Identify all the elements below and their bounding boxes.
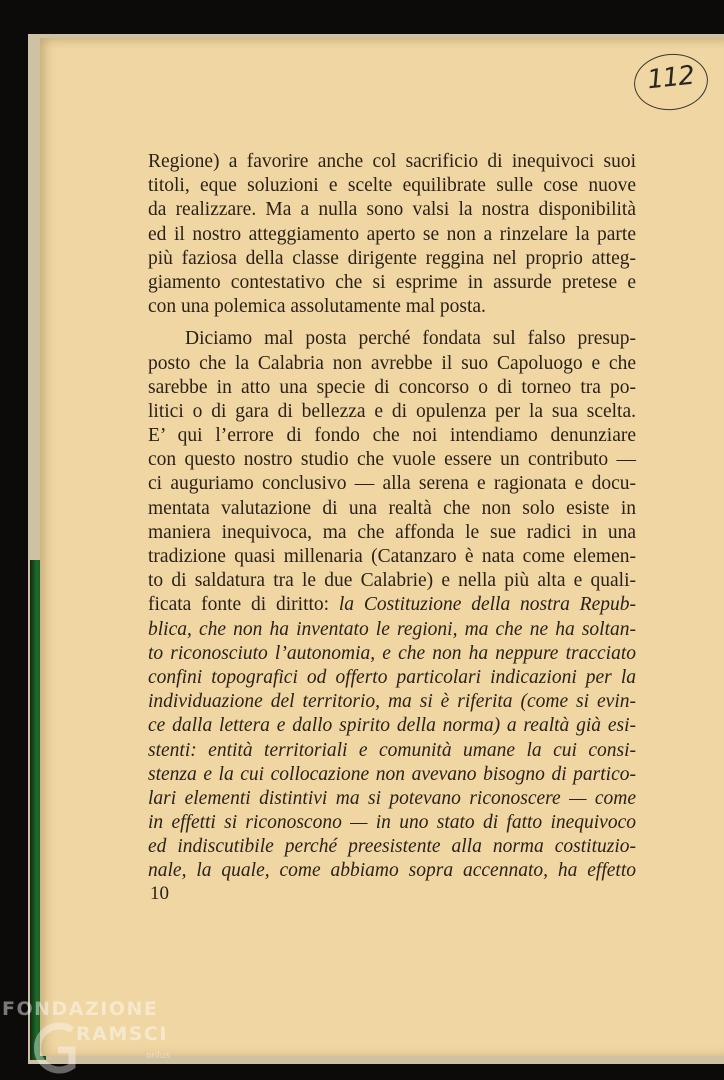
text-line-roman: da realizzare. Ma a nulla sono valsi la nostra disponibilità: [148, 199, 636, 221]
text-line-roman: giamento contestativo che si esprime in assurde pretese e: [148, 271, 636, 293]
text-line: [148, 150, 636, 174]
text-line: [148, 400, 636, 424]
text-line: [148, 714, 636, 738]
text-line-roman: posto che la Calabria non avrebbe il suo Capoluogo e che: [148, 352, 636, 374]
text-line: [148, 271, 636, 295]
text-line-roman: con questo nostro studio che vuole essere un contributo —: [148, 449, 636, 471]
text-line-roman: ci auguriamo conclusivo — alla serena e ragionata e docu-: [148, 473, 636, 495]
watermark: [2, 996, 192, 1080]
text-line-roman: Diciamo mal posta perché fondata sul falso presup-: [185, 328, 636, 350]
text-line: [148, 497, 636, 521]
text-line-italic: in effetti si riconoscono — in uno stato di fatto inequivoco: [148, 812, 636, 834]
text-line: [148, 198, 636, 222]
text-line-roman: maniera inequivoca, ma che affonda le sue radici in una: [148, 521, 636, 543]
watermark-sub: onlus: [146, 1051, 171, 1061]
text-line-italic: nale, la quale, come abbiamo sopra accennato, ha effetto: [148, 860, 636, 882]
text-line: [148, 448, 636, 472]
text-line: [148, 352, 636, 376]
text-line-italic: stenti: entità territoriali e comunità umane la cui consi-: [148, 739, 636, 761]
paragraph-gap: [148, 319, 636, 327]
text-line-italic: la Costituzione della nostra Repub-: [338, 594, 636, 616]
text-line: [148, 472, 636, 496]
text-line: [148, 521, 636, 545]
text-line: [148, 569, 636, 593]
text-line-roman: to di saldatura tra le due Calabrie) e nella più alta e quali-: [148, 570, 636, 592]
text-line: [148, 295, 636, 319]
text-line-roman: titoli, eque soluzioni e scelte equilibrate sulle cose nuove: [148, 175, 636, 197]
text-line-roman: E’ qui l’errore di fondo che noi intendiamo denunziare: [148, 425, 636, 447]
text-line: [148, 859, 636, 883]
text-line-roman: litici o di gara di bellezza e di opulenza per la sua scelta.: [148, 400, 636, 422]
text-line: [148, 690, 636, 714]
text-line: [148, 618, 636, 642]
text-line-italic: ed indiscutibile perché preesistente alla norma costituzio-: [148, 836, 636, 858]
body-text: [148, 150, 636, 884]
text-line: [148, 787, 636, 811]
text-line-italic: to riconosciuto l’autonomia, e che non ha neppure tracciato: [148, 642, 636, 664]
archive-stamp-number: 112: [645, 60, 696, 96]
text-line: [148, 666, 636, 690]
text-line-roman: più faziosa della classe dirigente reggina nel proprio atteg-: [148, 247, 636, 269]
text-line-roman: mentata valutazione di una realtà che non solo esiste in: [148, 497, 636, 519]
text-line: [148, 642, 636, 666]
text-line: [148, 763, 636, 787]
text-line: [148, 376, 636, 400]
text-line: [148, 811, 636, 835]
text-line-italic: individuazione del territorio, ma si è riferita (come si evin-: [148, 691, 636, 713]
text-line-roman: ficata fonte di diritto:: [148, 594, 339, 616]
text-line: [148, 593, 636, 617]
text-line-italic: confini topografici od offerto particolari indicazioni per la: [148, 666, 636, 688]
text-line-roman: Regione) a favorire anche col sacrificio di inequivoci suoi: [148, 151, 636, 172]
text-line: [148, 327, 636, 351]
watermark-line2: RAMSCI: [76, 1023, 168, 1045]
text-line-italic: blica, che non ha inventato le regioni, ma che ne ha soltan-: [148, 618, 636, 640]
watermark-line1: FONDAZIONE: [2, 998, 159, 1020]
text-line: [148, 835, 636, 859]
page-number: 10: [150, 883, 169, 904]
text-line: [148, 424, 636, 448]
text-line-roman: ed il nostro atteggiamento aperto se non a rinzelare la parte: [148, 223, 636, 245]
text-line-italic: lari elementi distintivi ma si potevano riconoscere — come: [148, 787, 636, 809]
text-line-italic: ce dalla lettera e dallo spirito della norma) a realtà già esi-: [148, 715, 636, 737]
text-line-roman: con una polemica assolutamente mal posta.: [148, 296, 486, 318]
text-line: [148, 247, 636, 271]
text-line: [148, 739, 636, 763]
text-line-italic: stenza e la cui collocazione non avevano bisogno di partico-: [148, 763, 636, 785]
text-line: [148, 174, 636, 198]
text-line-roman: tradizione quasi millenaria (Catanzaro è nata come elemen-: [148, 546, 636, 567]
watermark-logo-icon: [32, 1020, 80, 1078]
text-line: [148, 545, 636, 569]
text-line: [148, 223, 636, 247]
text-line-roman: sarebbe in atto una specie di concorso o di torneo tra po-: [148, 376, 636, 398]
